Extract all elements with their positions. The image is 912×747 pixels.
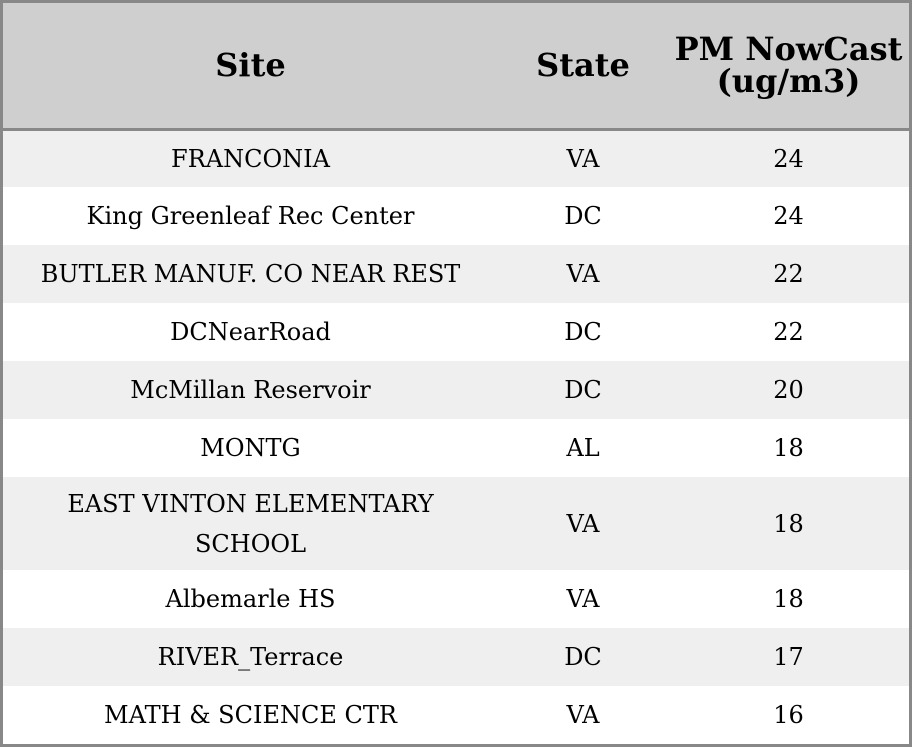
cell-state: DC xyxy=(564,643,602,671)
cell-state: DC xyxy=(564,202,602,230)
cell-site: MATH & SCIENCE CTR xyxy=(104,701,397,729)
cell-pm: 22 xyxy=(773,318,804,346)
cell-state: VA xyxy=(566,585,600,613)
cell-state: VA xyxy=(566,260,600,288)
cell-state: VA xyxy=(566,701,600,729)
header-pm-nowcast: PM NowCast (ug/m3) xyxy=(668,3,909,129)
cell-pm: 20 xyxy=(773,376,804,404)
cell-pm: 24 xyxy=(773,144,804,173)
table-row xyxy=(3,303,909,361)
cell-site: MONTG xyxy=(200,434,301,462)
table-header xyxy=(3,3,909,129)
cell-pm: 24 xyxy=(773,202,804,230)
header-state: State xyxy=(498,3,668,129)
cell-pm: 17 xyxy=(773,643,804,671)
cell-state: VA xyxy=(566,144,600,173)
cell-site: DCNearRoad xyxy=(170,318,331,346)
cell-pm: 18 xyxy=(773,585,804,613)
cell-site: King Greenleaf Rec Center xyxy=(86,202,415,230)
table-row xyxy=(3,361,909,419)
cell-site: McMillan Reservoir xyxy=(130,376,371,404)
cell-site: EAST VINTON ELEMENTARY SCHOOL xyxy=(67,489,434,558)
cell-site: BUTLER MANUF. CO NEAR REST xyxy=(40,260,461,288)
table-row xyxy=(3,477,909,570)
table-row xyxy=(3,686,909,744)
cell-site: Albemarle HS xyxy=(165,585,336,613)
table-row xyxy=(3,628,909,686)
table-body xyxy=(3,129,909,744)
cell-pm: 16 xyxy=(773,701,804,729)
cell-state: AL xyxy=(566,434,600,462)
cell-pm: 22 xyxy=(773,260,804,288)
cell-state: DC xyxy=(564,318,602,346)
table-row xyxy=(3,570,909,628)
pm-nowcast-table xyxy=(3,3,909,744)
table-row xyxy=(3,129,909,187)
cell-pm: 18 xyxy=(773,509,804,538)
cell-site: RIVER_Terrace xyxy=(157,643,344,671)
header-row xyxy=(3,3,909,129)
cell-pm: 18 xyxy=(773,434,804,462)
table-row xyxy=(3,419,909,477)
cell-state: DC xyxy=(564,376,602,404)
cell-site: FRANCONIA xyxy=(171,144,330,173)
table-row xyxy=(3,187,909,245)
header-site: Site xyxy=(3,3,498,129)
table-row xyxy=(3,245,909,303)
cell-state: VA xyxy=(566,509,600,538)
